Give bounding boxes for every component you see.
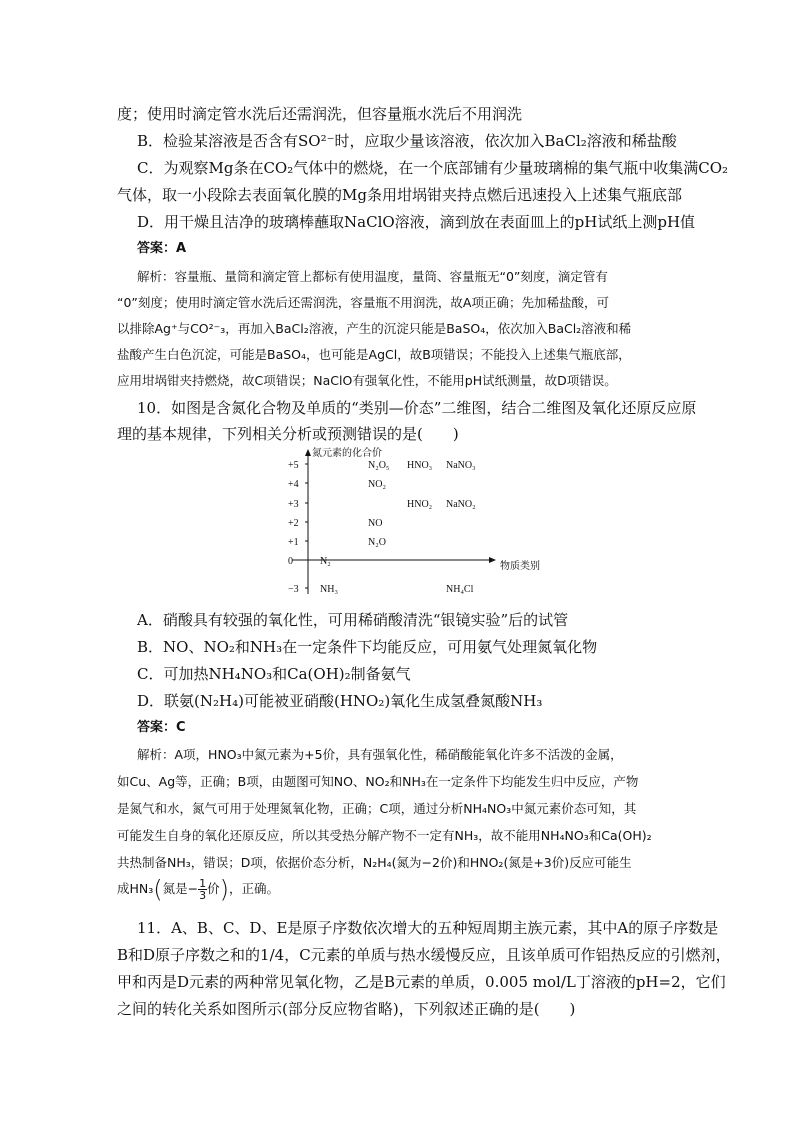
chart-point-label: NO <box>368 518 383 529</box>
y-tick-label: +5 <box>288 460 299 471</box>
y-tick-label: −3 <box>288 584 299 595</box>
q9-answer: 答案：A <box>137 241 187 256</box>
q9-explanation-line: 盐酸产生白色沉淀，可能是BaSO₄，也可能是AgCl，故B项错误；不能投入上述集气瓶底部， <box>117 347 631 362</box>
y-tick-label: 0 <box>288 556 293 567</box>
chart-point-label: N₂O <box>368 537 386 548</box>
y-tick-label: +1 <box>288 537 299 548</box>
y-axis-label: 氮元素的化合价 <box>312 448 382 459</box>
chart-point-label: HNO₃ <box>407 460 433 471</box>
q9-option-d: D．用干燥且洁净的玻璃棒蘸取NaClO溶液，滴到放在表面皿上的pH试纸上测pH值 <box>137 213 696 231</box>
q11-stem-line: B和D原子序数之和的1/4，C元素的单质与热水缓慢反应，且该单质可作铝热反应的引燃剂， <box>117 946 731 964</box>
q10-stem-line1: 10．如图是含氮化合物及单质的“类别—价态”二维图，结合二维图及氧化还原反应原 <box>137 399 697 417</box>
q10-option-a: A．硝酸具有较强的氧化性，可用稀硝酸清洗“银镜实验”后的试管 <box>137 611 569 629</box>
expl-inner: 氮是− <box>162 881 199 896</box>
chart-point-label: NH₄Cl <box>446 584 474 595</box>
q9-option-c-line2: 气体，取一小段除去表面氧化膜的Mg条用坩埚钳夹持点燃后迅速投入上述集气瓶底部 <box>117 186 682 204</box>
q10-explanation-line: 如Cu、Ag等，正确；B项，由题图可知NO、NO₂和NH₃在一定条件下均能发生归中反应，产物 <box>117 774 639 789</box>
y-axis-arrow <box>305 449 311 456</box>
chart-point-label: NH₃ <box>320 584 338 595</box>
valence-category-chart <box>270 444 540 604</box>
q10-option-b: B．NO、NO₂和NH₃在一定条件下均能反应，可用氨气处理氮氧化物 <box>137 638 598 656</box>
q9-option-c-line1: C．为观察Mg条在CO₂气体中的燃烧，在一个底部铺有少量玻璃棉的集气瓶中收集满CO₂ <box>137 159 729 177</box>
q10-explanation-line: 可能发生自身的氧化还原反应，所以其受热分解产物不一定有NH₃，故不能用NH₄NO₃和Ca(OH)₂ <box>117 828 652 843</box>
q10-explanation-last-line <box>117 876 279 903</box>
q9-explanation-line: 解析：容量瓶、量筒和滴定管上都标有使用温度，量筒、容量瓶无“0”刻度，滴定管有 <box>137 269 608 284</box>
fraction <box>198 878 207 901</box>
expl-suffix: ，正确。 <box>229 881 280 896</box>
y-ticks <box>288 460 308 595</box>
expl-unit: 价 <box>207 881 220 896</box>
data-points <box>320 460 476 595</box>
q9-explanation-line: “0”刻度；使用时滴定管水洗后还需润洗，容量瓶不用润洗，故A项正确；先加稀盐酸，可 <box>117 295 609 310</box>
chart-point-label: N₂O₅ <box>368 460 390 471</box>
q10-option-c: C．可加热NH₄NO₃和Ca(OH)₂制备氨气 <box>137 665 411 683</box>
chart-point-label: NO₂ <box>368 479 386 490</box>
q10-stem-line2: 理的基本规律，下列相关分析或预测错误的是( ) <box>117 425 459 443</box>
fraction-numerator: 1 <box>199 877 207 890</box>
q9-option-b: B．检验某溶液是否含有SO²⁻时，应取少量该溶液，依次加入BaCl₂溶液和稀盐酸 <box>137 132 677 150</box>
fraction-denominator: 3 <box>199 889 207 902</box>
q10-explanation-line: 共热制备NH₃，错误；D项，依据价态分析，N₂H₄(氮为−2价)和HNO₂(氮是+3价)反应可能生 <box>117 855 632 870</box>
q11-stem-line: 之间的转化关系如图所示(部分反应物省略)，下列叙述正确的是( ) <box>117 1000 576 1018</box>
y-tick-label: +4 <box>288 479 299 490</box>
y-tick-label: +3 <box>288 499 299 510</box>
paren-open: ( <box>153 875 163 904</box>
q9-option-a-continued: 度；使用时滴定管水洗后还需润洗，但容量瓶水洗后不用润洗 <box>117 105 523 123</box>
q10-explanation-line: 是氮气和水，氮气可用于处理氮氧化物，正确；C项，通过分析NH₄NO₃中氮元素价态可知，其 <box>117 801 637 816</box>
chart-point-label: NaNO₃ <box>446 460 476 471</box>
q11-stem-line: 11．A、B、C、D、E是原子序数依次增大的五种短周期主族元素，其中A的原子序数是 <box>137 919 719 937</box>
chart-point-label: NaNO₂ <box>446 499 476 510</box>
q10-answer: 答案：C <box>137 720 186 735</box>
x-axis-label: 物质类别 <box>500 561 540 572</box>
q10-explanation-line: 解析：A项，HNO₃中氮元素为+5价，具有强氧化性，稀硝酸能氧化许多不活泼的金属， <box>137 747 623 762</box>
q11-stem-line: 甲和丙是D元素的两种常见氧化物，乙是B元素的单质，0.005 mol/L丁溶液的pH=2，它们 <box>117 973 726 991</box>
paren-close: ) <box>219 875 230 904</box>
chart-point-label: N₂ <box>320 556 331 567</box>
q9-explanation-line: 应用坩埚钳夹持燃烧，故C项错误；NaClO有强氧化性，不能用pH试纸测量，故D项错误。 <box>117 373 617 388</box>
q9-explanation-line: 以排除Ag⁺与CO²⁻₃，再加入BaCl₂溶液，产生的沉淀只能是BaSO₄，依次加入BaCl₂溶液和稀 <box>117 321 632 336</box>
x-axis-arrow <box>489 557 496 563</box>
chart-point-label: HNO₂ <box>407 499 433 510</box>
y-tick-label: +2 <box>288 518 299 529</box>
expl-prefix: 成HN₃ <box>117 881 154 896</box>
q10-option-d: D．联氨(N₂H₄)可能被亚硝酸(HNO₂)氧化生成氢叠氮酸NH₃ <box>137 692 543 710</box>
